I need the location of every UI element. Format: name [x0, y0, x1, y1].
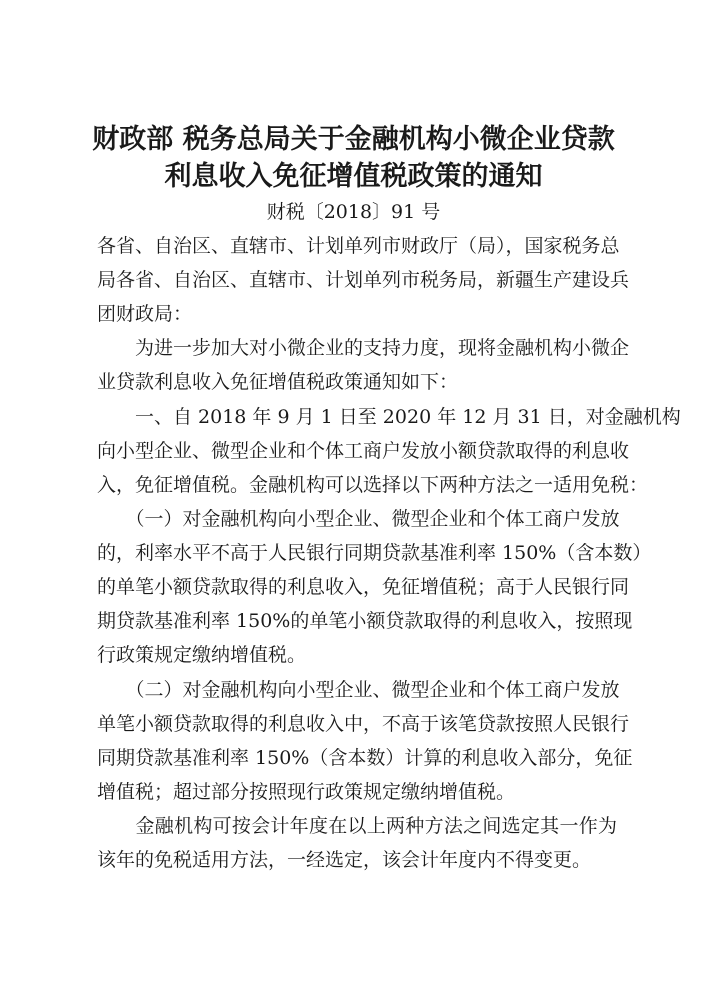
intro-paragraph-line: 业贷款利息收入免征增值税政策通知如下：: [97, 371, 459, 393]
section-1-line: 一、自 2018 年 9 月 1 日至 2020 年 12 月 31 日，对金融机构: [97, 406, 681, 428]
document-title-line-1: 财政部 税务总局关于金融机构小微企业贷款: [92, 124, 615, 155]
addressee-line: 各省、自治区、直辖市、计划单列市财政厅（局），国家税务总: [97, 235, 620, 257]
section-1-line: 入，免征增值税。金融机构可以选择以下两种方法之一适用免税：: [97, 474, 649, 496]
closing-paragraph-line: 该年的免税适用方法，一经选定，该会计年度内不得变更。: [97, 849, 592, 871]
item-1-line: 行政策规定缴纳增值税。: [97, 644, 307, 666]
item-1-line: （一）对金融机构向小型企业、微型企业和个体工商户发放: [97, 508, 620, 530]
section-1-line: 向小型企业、微型企业和个体工商户发放小额贷款取得的利息收: [97, 440, 630, 462]
item-2-line: （二）对金融机构向小型企业、微型企业和个体工商户发放: [97, 679, 620, 701]
document-number: 财税〔2018〕91 号: [266, 201, 441, 223]
intro-paragraph-line: 为进一步加大对小微企业的支持力度，现将金融机构小微企: [97, 337, 630, 359]
document-title-line-2: 利息收入免征增值税政策的通知: [164, 161, 543, 192]
item-1-line: 的，利率水平不高于人民银行同期贷款基准利率 150%（含本数）: [97, 542, 652, 564]
item-2-line: 增值税；超过部分按照现行政策规定缴纳增值税。: [97, 781, 516, 803]
item-1-line: 期贷款基准利率 150%的单笔小额贷款取得的利息收入，按照现: [97, 610, 633, 632]
item-1-line: 的单笔小额贷款取得的利息收入，免征增值税；高于人民银行同: [97, 576, 630, 598]
addressee-line: 局各省、自治区、直辖市、计划单列市税务局，新疆生产建设兵: [97, 269, 630, 291]
closing-paragraph-line: 金融机构可按会计年度在以上两种方法之间选定其一作为: [97, 815, 617, 837]
addressee-line: 团财政局：: [97, 303, 193, 325]
item-2-line: 单笔小额贷款取得的利息收入中，不高于该笔贷款按照人民银行: [97, 713, 630, 735]
item-2-line: 同期贷款基准利率 150%（含本数）计算的利息收入部分，免征: [97, 747, 633, 769]
